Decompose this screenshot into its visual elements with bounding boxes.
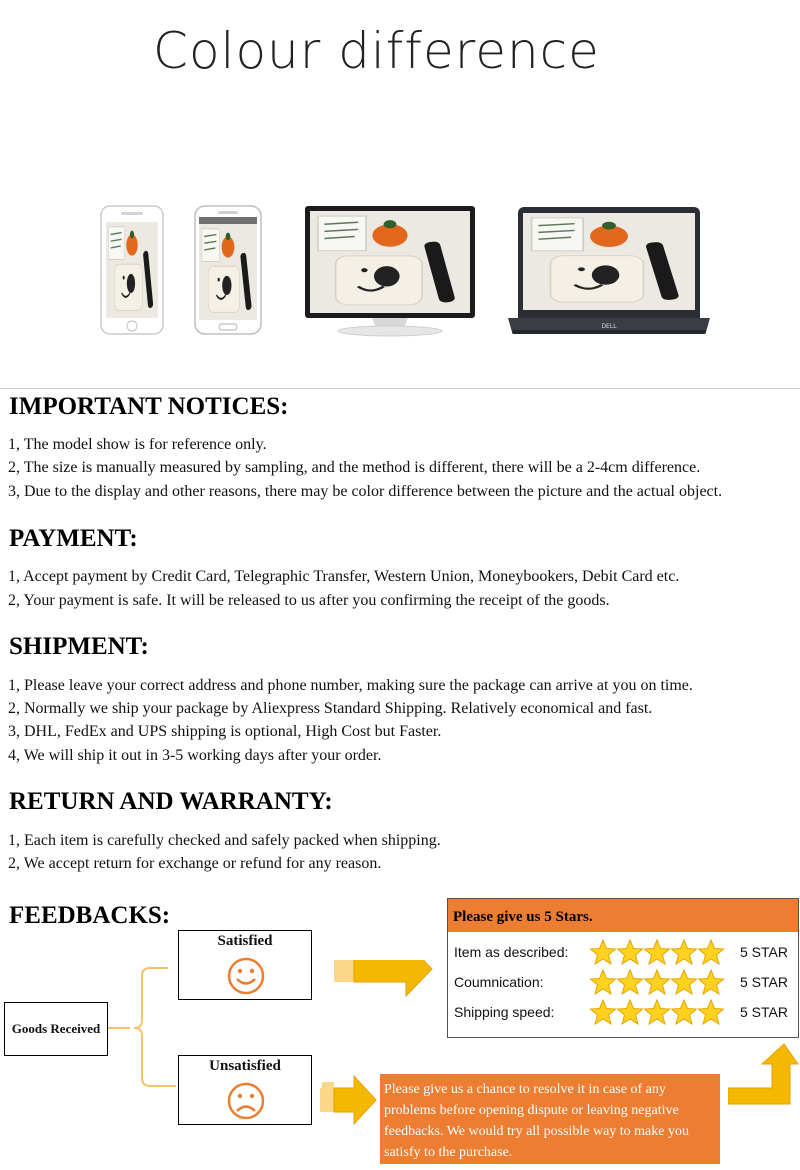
- arrow-right-icon: [320, 1074, 380, 1130]
- resolve-message: Please give us a chance to resolve it in case of any problems before opening dispute or leaving negative feedbacks. We would try all possible way to make you satisfy to the purchase.: [384, 1082, 689, 1160]
- rating-value: 5 STAR: [740, 944, 788, 960]
- rating-row-item-described: [448, 939, 798, 967]
- notice-line: 3, Due to the display and other reasons, there may be color difference between the picture and the actual object.: [8, 483, 723, 500]
- stars-panel-header: [448, 899, 798, 932]
- rating-row-communication: [448, 969, 798, 997]
- unsatisfied-label: Unsatisfied: [209, 1058, 281, 1074]
- rating-value: 5 STAR: [740, 974, 788, 990]
- iphone-device: [101, 206, 163, 334]
- bracket-curve: [134, 968, 176, 1086]
- notice-line: 1, The model show is for reference only.: [8, 436, 267, 453]
- shipment-line: 1, Please leave your correct address and phone number, making sure the package can arrive at you on time.: [8, 677, 693, 694]
- return-warranty-heading: RETURN AND WARRANTY:: [9, 788, 333, 815]
- satisfied-label: Satisfied: [217, 933, 273, 949]
- samsung-device: [195, 206, 261, 334]
- rating-value: 5 STAR: [740, 1004, 788, 1020]
- resolve-message-box: [380, 1074, 720, 1164]
- arrow-to-stars-icon: [334, 960, 432, 996]
- laptop-brand-label: DELL: [601, 323, 617, 330]
- laptop-device: [508, 207, 710, 334]
- five-star-request-panel: [447, 898, 799, 1038]
- return-line: 1, Each item is carefully checked and safely packed when shipping.: [8, 832, 441, 849]
- feedbacks-heading: FEEDBACKS:: [9, 902, 171, 929]
- rating-label: Coumnication:: [454, 974, 544, 990]
- notice-line: 2, The size is manually measured by sampling, and the method is different, there will be a 2-4cm difference.: [8, 459, 701, 476]
- rating-label: Shipping speed:: [454, 1004, 555, 1020]
- page-title: Colour difference: [153, 22, 600, 80]
- arrow-up-icon: [728, 1042, 800, 1108]
- section-divider: [0, 388, 800, 389]
- star-rating-icon: [589, 939, 729, 967]
- monitor-device: [305, 206, 475, 336]
- shipment-line: 2, Normally we ship your package by Aliexpress Standard Shipping. Relatively economical and fast.: [8, 700, 653, 717]
- goods-received-box: [4, 1002, 108, 1056]
- star-rating-icon: [589, 999, 729, 1027]
- return-line: 2, We accept return for exchange or refund for any reason.: [8, 855, 382, 872]
- device-comparison-illustration: [0, 200, 800, 340]
- satisfied-box: [178, 930, 312, 1000]
- unsatisfied-box: [178, 1055, 312, 1125]
- star-rating-icon: [589, 969, 729, 997]
- shipment-line: 4, We will ship it out in 3-5 working days after your order.: [8, 747, 382, 764]
- sad-face-icon: [224, 1082, 268, 1120]
- payment-line: 1, Accept payment by Credit Card, Telegraphic Transfer, Western Union, Moneybookers, Debit Card etc.: [8, 568, 680, 585]
- stars-panel-title: Please give us 5 Stars.: [453, 909, 593, 925]
- smiley-face-icon: [224, 957, 268, 995]
- payment-heading: PAYMENT:: [9, 525, 138, 552]
- rating-row-shipping-speed: [448, 999, 798, 1027]
- rating-label: Item as described:: [454, 944, 569, 960]
- goods-received-label: Goods Received: [11, 1021, 101, 1036]
- important-notices-heading: IMPORTANT NOTICES:: [9, 393, 289, 420]
- shipment-line: 3, DHL, FedEx and UPS shipping is optional, High Cost but Faster.: [8, 723, 442, 740]
- payment-line: 2, Your payment is safe. It will be released to us after you confirming the receipt of the goods.: [8, 592, 610, 609]
- shipment-heading: SHIPMENT:: [9, 633, 149, 660]
